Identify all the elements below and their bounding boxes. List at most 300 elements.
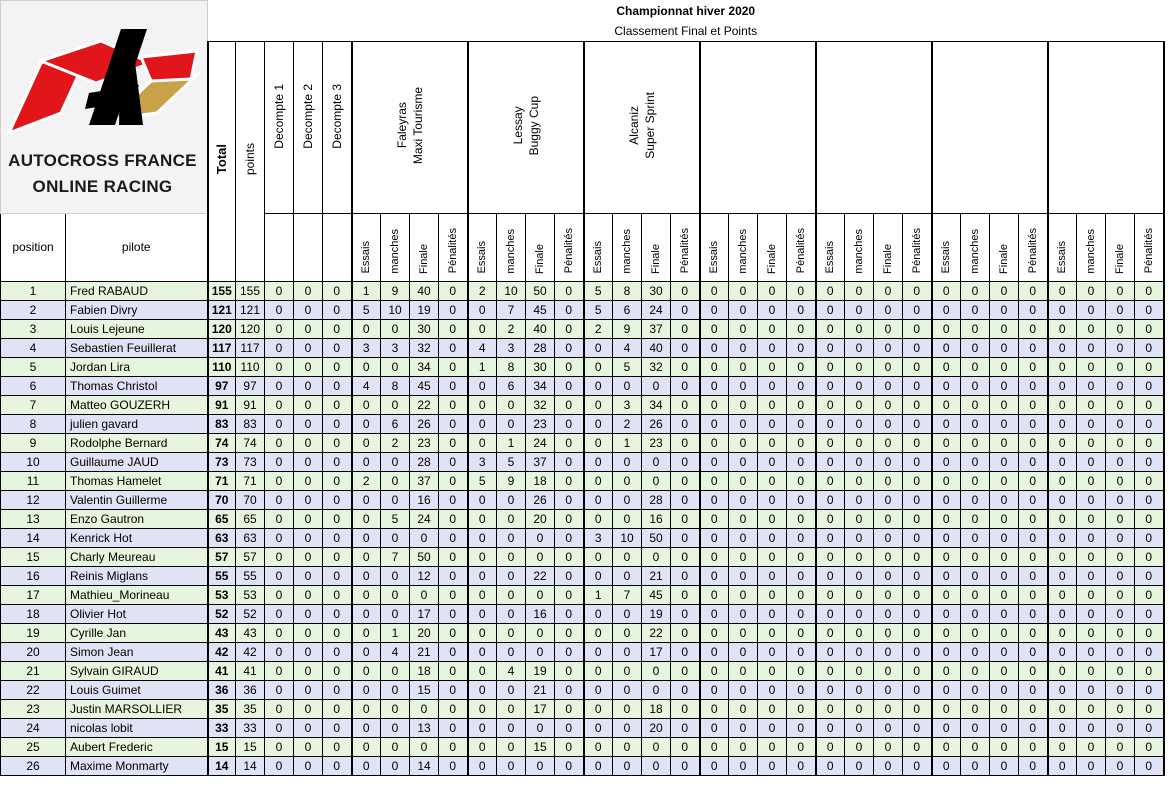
score-cell: 0 xyxy=(845,433,874,452)
total-cell: 120 xyxy=(208,319,236,338)
round-header-6 xyxy=(932,41,1048,213)
total-cell: 55 xyxy=(208,566,236,585)
score-cell: 0 xyxy=(1019,566,1048,585)
sub-header-manches: manches xyxy=(845,213,874,281)
score-cell: 0 xyxy=(468,433,497,452)
score-cell: 18 xyxy=(526,471,555,490)
score-cell: 0 xyxy=(1019,699,1048,718)
score-cell: 0 xyxy=(729,566,758,585)
score-cell: 0 xyxy=(1106,357,1135,376)
col-header-decompte-3: Decompte 3 xyxy=(323,41,352,213)
score-cell: 0 xyxy=(874,585,903,604)
table-row xyxy=(1,452,1164,471)
score-cell: 0 xyxy=(729,376,758,395)
score-cell: 0 xyxy=(671,471,700,490)
score-cell: 0 xyxy=(845,376,874,395)
score-cell: 0 xyxy=(439,547,468,566)
score-cell: 2 xyxy=(584,319,613,338)
score-cell: 0 xyxy=(468,699,497,718)
score-cell: 0 xyxy=(584,718,613,737)
pilote-cell: Sebastien Feuillerat xyxy=(66,338,208,357)
score-cell: 0 xyxy=(497,490,526,509)
score-cell: 0 xyxy=(816,718,845,737)
score-cell: 0 xyxy=(555,547,584,566)
table-row xyxy=(1,680,1164,699)
score-cell: 0 xyxy=(874,433,903,452)
score-cell: 0 xyxy=(352,642,381,661)
decompte-cell: 0 xyxy=(323,737,352,756)
score-cell: 0 xyxy=(381,319,410,338)
score-cell: 0 xyxy=(584,490,613,509)
score-cell: 0 xyxy=(758,547,787,566)
score-cell: 0 xyxy=(845,623,874,642)
sub-header-finale: Finale xyxy=(526,213,555,281)
score-cell: 0 xyxy=(381,490,410,509)
score-cell: 0 xyxy=(874,395,903,414)
score-cell: 0 xyxy=(787,699,816,718)
table-row xyxy=(1,585,1164,604)
score-cell: 0 xyxy=(613,471,642,490)
decompte-cell: 0 xyxy=(294,642,323,661)
score-cell: 0 xyxy=(1048,395,1077,414)
score-cell: 0 xyxy=(1106,737,1135,756)
score-cell: 0 xyxy=(729,490,758,509)
score-cell: 0 xyxy=(671,585,700,604)
score-cell: 0 xyxy=(497,680,526,699)
score-cell: 0 xyxy=(613,718,642,737)
score-cell: 0 xyxy=(903,509,932,528)
total-cell: 57 xyxy=(208,547,236,566)
score-cell: 0 xyxy=(903,604,932,623)
score-cell: 8 xyxy=(613,281,642,300)
score-cell: 0 xyxy=(555,395,584,414)
score-cell: 0 xyxy=(642,737,671,756)
score-cell: 0 xyxy=(555,376,584,395)
score-cell: 0 xyxy=(700,737,729,756)
score-cell: 4 xyxy=(613,338,642,357)
decompte-cell: 0 xyxy=(294,756,323,775)
total-cell: 43 xyxy=(208,623,236,642)
score-cell: 0 xyxy=(497,604,526,623)
position-cell: 11 xyxy=(1,471,66,490)
score-cell: 0 xyxy=(845,604,874,623)
score-cell: 0 xyxy=(990,395,1019,414)
score-cell: 0 xyxy=(526,756,555,775)
score-cell: 3 xyxy=(497,338,526,357)
col-header-total: Total xyxy=(208,41,236,281)
decompte-cell: 0 xyxy=(323,756,352,775)
score-cell: 0 xyxy=(845,566,874,585)
table-row xyxy=(1,376,1164,395)
score-cell: 0 xyxy=(439,319,468,338)
score-cell: 0 xyxy=(497,642,526,661)
score-cell: 0 xyxy=(729,737,758,756)
points-cell: 33 xyxy=(236,718,265,737)
score-cell: 0 xyxy=(961,300,990,319)
score-cell: 0 xyxy=(613,661,642,680)
score-cell: 0 xyxy=(555,604,584,623)
score-cell: 0 xyxy=(1106,395,1135,414)
score-cell: 15 xyxy=(526,737,555,756)
score-cell: 20 xyxy=(526,509,555,528)
score-cell: 0 xyxy=(961,338,990,357)
sub-header-manches: manches xyxy=(729,213,758,281)
score-cell: 30 xyxy=(642,281,671,300)
score-cell: 0 xyxy=(526,547,555,566)
score-cell: 0 xyxy=(1048,452,1077,471)
score-cell: 0 xyxy=(961,623,990,642)
score-cell: 0 xyxy=(729,395,758,414)
decompte-cell: 0 xyxy=(294,566,323,585)
score-cell: 0 xyxy=(671,319,700,338)
sub-header-finale: Finale xyxy=(990,213,1019,281)
score-cell: 13 xyxy=(410,718,439,737)
score-cell: 0 xyxy=(439,680,468,699)
decompte-cell: 0 xyxy=(323,642,352,661)
score-cell: 0 xyxy=(874,680,903,699)
score-cell: 0 xyxy=(468,680,497,699)
score-cell: 0 xyxy=(816,319,845,338)
position-cell: 12 xyxy=(1,490,66,509)
score-cell: 0 xyxy=(1106,642,1135,661)
decompte-cell: 0 xyxy=(294,680,323,699)
score-cell: 0 xyxy=(932,718,961,737)
score-cell: 0 xyxy=(468,319,497,338)
score-cell: 0 xyxy=(729,300,758,319)
score-cell: 0 xyxy=(497,414,526,433)
score-cell: 0 xyxy=(613,452,642,471)
decompte-cell: 0 xyxy=(323,661,352,680)
round-category: Super Sprint xyxy=(642,92,657,159)
score-cell: 0 xyxy=(758,661,787,680)
score-cell: 0 xyxy=(961,376,990,395)
score-cell: 0 xyxy=(613,680,642,699)
score-cell: 0 xyxy=(758,623,787,642)
decompte-cell: 0 xyxy=(323,338,352,357)
score-cell: 28 xyxy=(642,490,671,509)
position-cell: 17 xyxy=(1,585,66,604)
score-cell: 0 xyxy=(1048,699,1077,718)
score-cell: 40 xyxy=(410,281,439,300)
score-cell: 0 xyxy=(845,585,874,604)
score-cell: 0 xyxy=(758,490,787,509)
score-cell: 0 xyxy=(874,490,903,509)
score-cell: 0 xyxy=(439,509,468,528)
decompte-cell: 0 xyxy=(294,623,323,642)
sub-header-essais: Essais xyxy=(700,213,729,281)
decompte-cell: 0 xyxy=(294,452,323,471)
score-cell: 0 xyxy=(845,471,874,490)
decompte-cell: 0 xyxy=(294,718,323,737)
score-cell: 0 xyxy=(758,300,787,319)
decompte-cell: 0 xyxy=(265,414,294,433)
table-row xyxy=(1,433,1164,452)
score-cell: 0 xyxy=(932,661,961,680)
score-cell: 0 xyxy=(381,471,410,490)
score-cell: 0 xyxy=(1048,661,1077,680)
score-cell: 0 xyxy=(381,737,410,756)
score-cell: 1 xyxy=(468,357,497,376)
score-cell: 0 xyxy=(729,471,758,490)
score-cell: 0 xyxy=(932,281,961,300)
score-cell: 0 xyxy=(1135,452,1164,471)
score-cell: 0 xyxy=(932,414,961,433)
score-cell: 0 xyxy=(845,338,874,357)
score-cell: 0 xyxy=(700,433,729,452)
points-cell: 43 xyxy=(236,623,265,642)
score-cell: 0 xyxy=(1077,452,1106,471)
decompte-cell: 0 xyxy=(294,604,323,623)
score-cell: 19 xyxy=(642,604,671,623)
points-cell: 74 xyxy=(236,433,265,452)
score-cell: 17 xyxy=(642,642,671,661)
score-cell: 0 xyxy=(1106,547,1135,566)
score-cell: 0 xyxy=(990,509,1019,528)
decompte-cell: 0 xyxy=(323,300,352,319)
score-cell: 0 xyxy=(816,376,845,395)
score-cell: 0 xyxy=(439,528,468,547)
score-cell: 0 xyxy=(1019,509,1048,528)
score-cell: 0 xyxy=(439,623,468,642)
score-cell: 0 xyxy=(584,547,613,566)
score-cell: 0 xyxy=(1019,338,1048,357)
score-cell: 0 xyxy=(1048,566,1077,585)
total-cell: 117 xyxy=(208,338,236,357)
score-cell: 0 xyxy=(1048,737,1077,756)
table-row xyxy=(1,414,1164,433)
score-cell: 0 xyxy=(671,756,700,775)
score-cell: 0 xyxy=(903,452,932,471)
table-row xyxy=(1,737,1164,756)
score-cell: 3 xyxy=(381,338,410,357)
score-cell: 0 xyxy=(497,756,526,775)
score-cell: 26 xyxy=(642,414,671,433)
sub-header-penalites: Pénalités xyxy=(903,213,932,281)
score-cell: 0 xyxy=(555,490,584,509)
points-cell: 42 xyxy=(236,642,265,661)
score-cell: 0 xyxy=(1106,452,1135,471)
score-cell: 0 xyxy=(1077,547,1106,566)
round-header-4 xyxy=(700,41,816,213)
position-cell: 25 xyxy=(1,737,66,756)
score-cell: 0 xyxy=(1077,623,1106,642)
score-cell: 0 xyxy=(874,281,903,300)
score-cell: 0 xyxy=(468,300,497,319)
decompte-cell: 0 xyxy=(265,281,294,300)
sub-header-manches: manches xyxy=(497,213,526,281)
score-cell: 0 xyxy=(1135,585,1164,604)
score-cell: 0 xyxy=(526,623,555,642)
score-cell: 0 xyxy=(845,395,874,414)
decompte-cell: 0 xyxy=(265,737,294,756)
decompte-cell: 0 xyxy=(294,319,323,338)
score-cell: 0 xyxy=(497,547,526,566)
score-cell: 0 xyxy=(990,699,1019,718)
score-cell: 3 xyxy=(613,395,642,414)
decompte-cell: 0 xyxy=(265,756,294,775)
score-cell: 0 xyxy=(352,604,381,623)
score-cell: 0 xyxy=(932,395,961,414)
table-row xyxy=(1,281,1164,300)
score-cell: 0 xyxy=(903,528,932,547)
score-cell: 22 xyxy=(526,566,555,585)
score-cell: 0 xyxy=(758,357,787,376)
score-cell: 0 xyxy=(1048,471,1077,490)
sub-header-finale: Finale xyxy=(642,213,671,281)
score-cell: 0 xyxy=(700,623,729,642)
position-cell: 21 xyxy=(1,661,66,680)
score-cell: 0 xyxy=(700,680,729,699)
score-cell: 0 xyxy=(352,509,381,528)
decompte-cell: 0 xyxy=(265,642,294,661)
score-cell: 0 xyxy=(1048,604,1077,623)
pilote-cell: Louis Guimet xyxy=(66,680,208,699)
score-cell: 0 xyxy=(816,756,845,775)
score-cell: 0 xyxy=(932,737,961,756)
score-cell: 37 xyxy=(410,471,439,490)
decompte-1-spacer xyxy=(265,213,294,281)
score-cell: 0 xyxy=(584,661,613,680)
score-cell: 0 xyxy=(555,471,584,490)
score-cell: 0 xyxy=(729,509,758,528)
score-cell: 0 xyxy=(932,319,961,338)
score-cell: 0 xyxy=(729,281,758,300)
score-cell: 0 xyxy=(439,471,468,490)
score-cell: 0 xyxy=(555,452,584,471)
score-cell: 0 xyxy=(1106,718,1135,737)
score-cell: 0 xyxy=(1077,718,1106,737)
score-cell: 0 xyxy=(1048,585,1077,604)
table-row xyxy=(1,699,1164,718)
score-cell: 0 xyxy=(990,566,1019,585)
score-cell: 0 xyxy=(961,661,990,680)
score-cell: 0 xyxy=(439,490,468,509)
score-cell: 0 xyxy=(613,376,642,395)
score-cell: 0 xyxy=(584,414,613,433)
score-cell: 0 xyxy=(1019,357,1048,376)
score-cell: 0 xyxy=(1135,623,1164,642)
score-cell: 0 xyxy=(961,433,990,452)
score-cell: 1 xyxy=(381,623,410,642)
page-title: Championnat hiver 2020 xyxy=(208,1,1164,21)
score-cell: 0 xyxy=(932,490,961,509)
score-cell: 0 xyxy=(613,642,642,661)
score-cell: 0 xyxy=(381,718,410,737)
score-cell: 0 xyxy=(990,737,1019,756)
score-cell: 0 xyxy=(961,756,990,775)
score-cell: 0 xyxy=(613,623,642,642)
score-cell: 0 xyxy=(700,471,729,490)
score-cell: 0 xyxy=(1077,566,1106,585)
score-cell: 0 xyxy=(671,376,700,395)
score-cell: 0 xyxy=(1019,756,1048,775)
score-cell: 0 xyxy=(352,547,381,566)
score-cell: 0 xyxy=(1077,604,1106,623)
total-cell: 91 xyxy=(208,395,236,414)
sub-header-finale: Finale xyxy=(1106,213,1135,281)
score-cell: 0 xyxy=(816,395,845,414)
score-cell: 0 xyxy=(1106,414,1135,433)
score-cell: 0 xyxy=(410,699,439,718)
score-cell: 0 xyxy=(700,414,729,433)
score-cell: 0 xyxy=(903,642,932,661)
score-cell: 0 xyxy=(845,699,874,718)
table-row xyxy=(1,338,1164,357)
decompte-cell: 0 xyxy=(294,661,323,680)
score-cell: 0 xyxy=(439,433,468,452)
round-header-7 xyxy=(1048,41,1164,213)
table-row xyxy=(1,395,1164,414)
score-cell: 0 xyxy=(787,357,816,376)
table-row xyxy=(1,604,1164,623)
score-cell: 0 xyxy=(468,756,497,775)
score-cell: 0 xyxy=(584,376,613,395)
score-cell: 0 xyxy=(642,471,671,490)
logo-cell xyxy=(1,1,208,214)
decompte-cell: 0 xyxy=(265,376,294,395)
score-cell: 0 xyxy=(1106,661,1135,680)
score-cell: 0 xyxy=(903,623,932,642)
score-cell: 0 xyxy=(1048,547,1077,566)
sub-header-finale: Finale xyxy=(874,213,903,281)
score-cell: 0 xyxy=(729,433,758,452)
score-cell: 0 xyxy=(439,642,468,661)
score-cell: 0 xyxy=(1135,471,1164,490)
position-cell: 8 xyxy=(1,414,66,433)
score-cell: 1 xyxy=(613,433,642,452)
decompte-cell: 0 xyxy=(323,281,352,300)
score-cell: 0 xyxy=(816,452,845,471)
score-cell: 0 xyxy=(932,623,961,642)
points-cell: 73 xyxy=(236,452,265,471)
points-cell: 41 xyxy=(236,661,265,680)
score-cell: 45 xyxy=(410,376,439,395)
score-cell: 0 xyxy=(787,547,816,566)
score-cell: 0 xyxy=(1048,490,1077,509)
total-cell: 71 xyxy=(208,471,236,490)
score-cell: 0 xyxy=(700,376,729,395)
score-cell: 0 xyxy=(671,452,700,471)
score-cell: 0 xyxy=(816,490,845,509)
score-cell: 0 xyxy=(439,357,468,376)
score-cell: 0 xyxy=(932,357,961,376)
score-cell: 0 xyxy=(1106,281,1135,300)
score-cell: 0 xyxy=(1019,452,1048,471)
sub-header-essais: Essais xyxy=(584,213,613,281)
score-cell: 0 xyxy=(1077,490,1106,509)
score-cell: 0 xyxy=(816,281,845,300)
score-cell: 0 xyxy=(700,585,729,604)
score-cell: 0 xyxy=(787,300,816,319)
score-cell: 0 xyxy=(642,680,671,699)
score-cell: 0 xyxy=(787,281,816,300)
logo-emblem-icon xyxy=(1,1,204,151)
decompte-cell: 0 xyxy=(323,699,352,718)
score-cell: 0 xyxy=(1019,319,1048,338)
table-row xyxy=(1,471,1164,490)
score-cell: 0 xyxy=(758,281,787,300)
position-cell: 26 xyxy=(1,756,66,775)
score-cell: 0 xyxy=(584,642,613,661)
points-cell: 35 xyxy=(236,699,265,718)
decompte-cell: 0 xyxy=(323,471,352,490)
decompte-cell: 0 xyxy=(294,528,323,547)
decompte-cell: 0 xyxy=(265,528,294,547)
score-cell: 0 xyxy=(468,547,497,566)
score-cell: 0 xyxy=(990,661,1019,680)
score-cell: 0 xyxy=(845,490,874,509)
score-cell: 24 xyxy=(410,509,439,528)
